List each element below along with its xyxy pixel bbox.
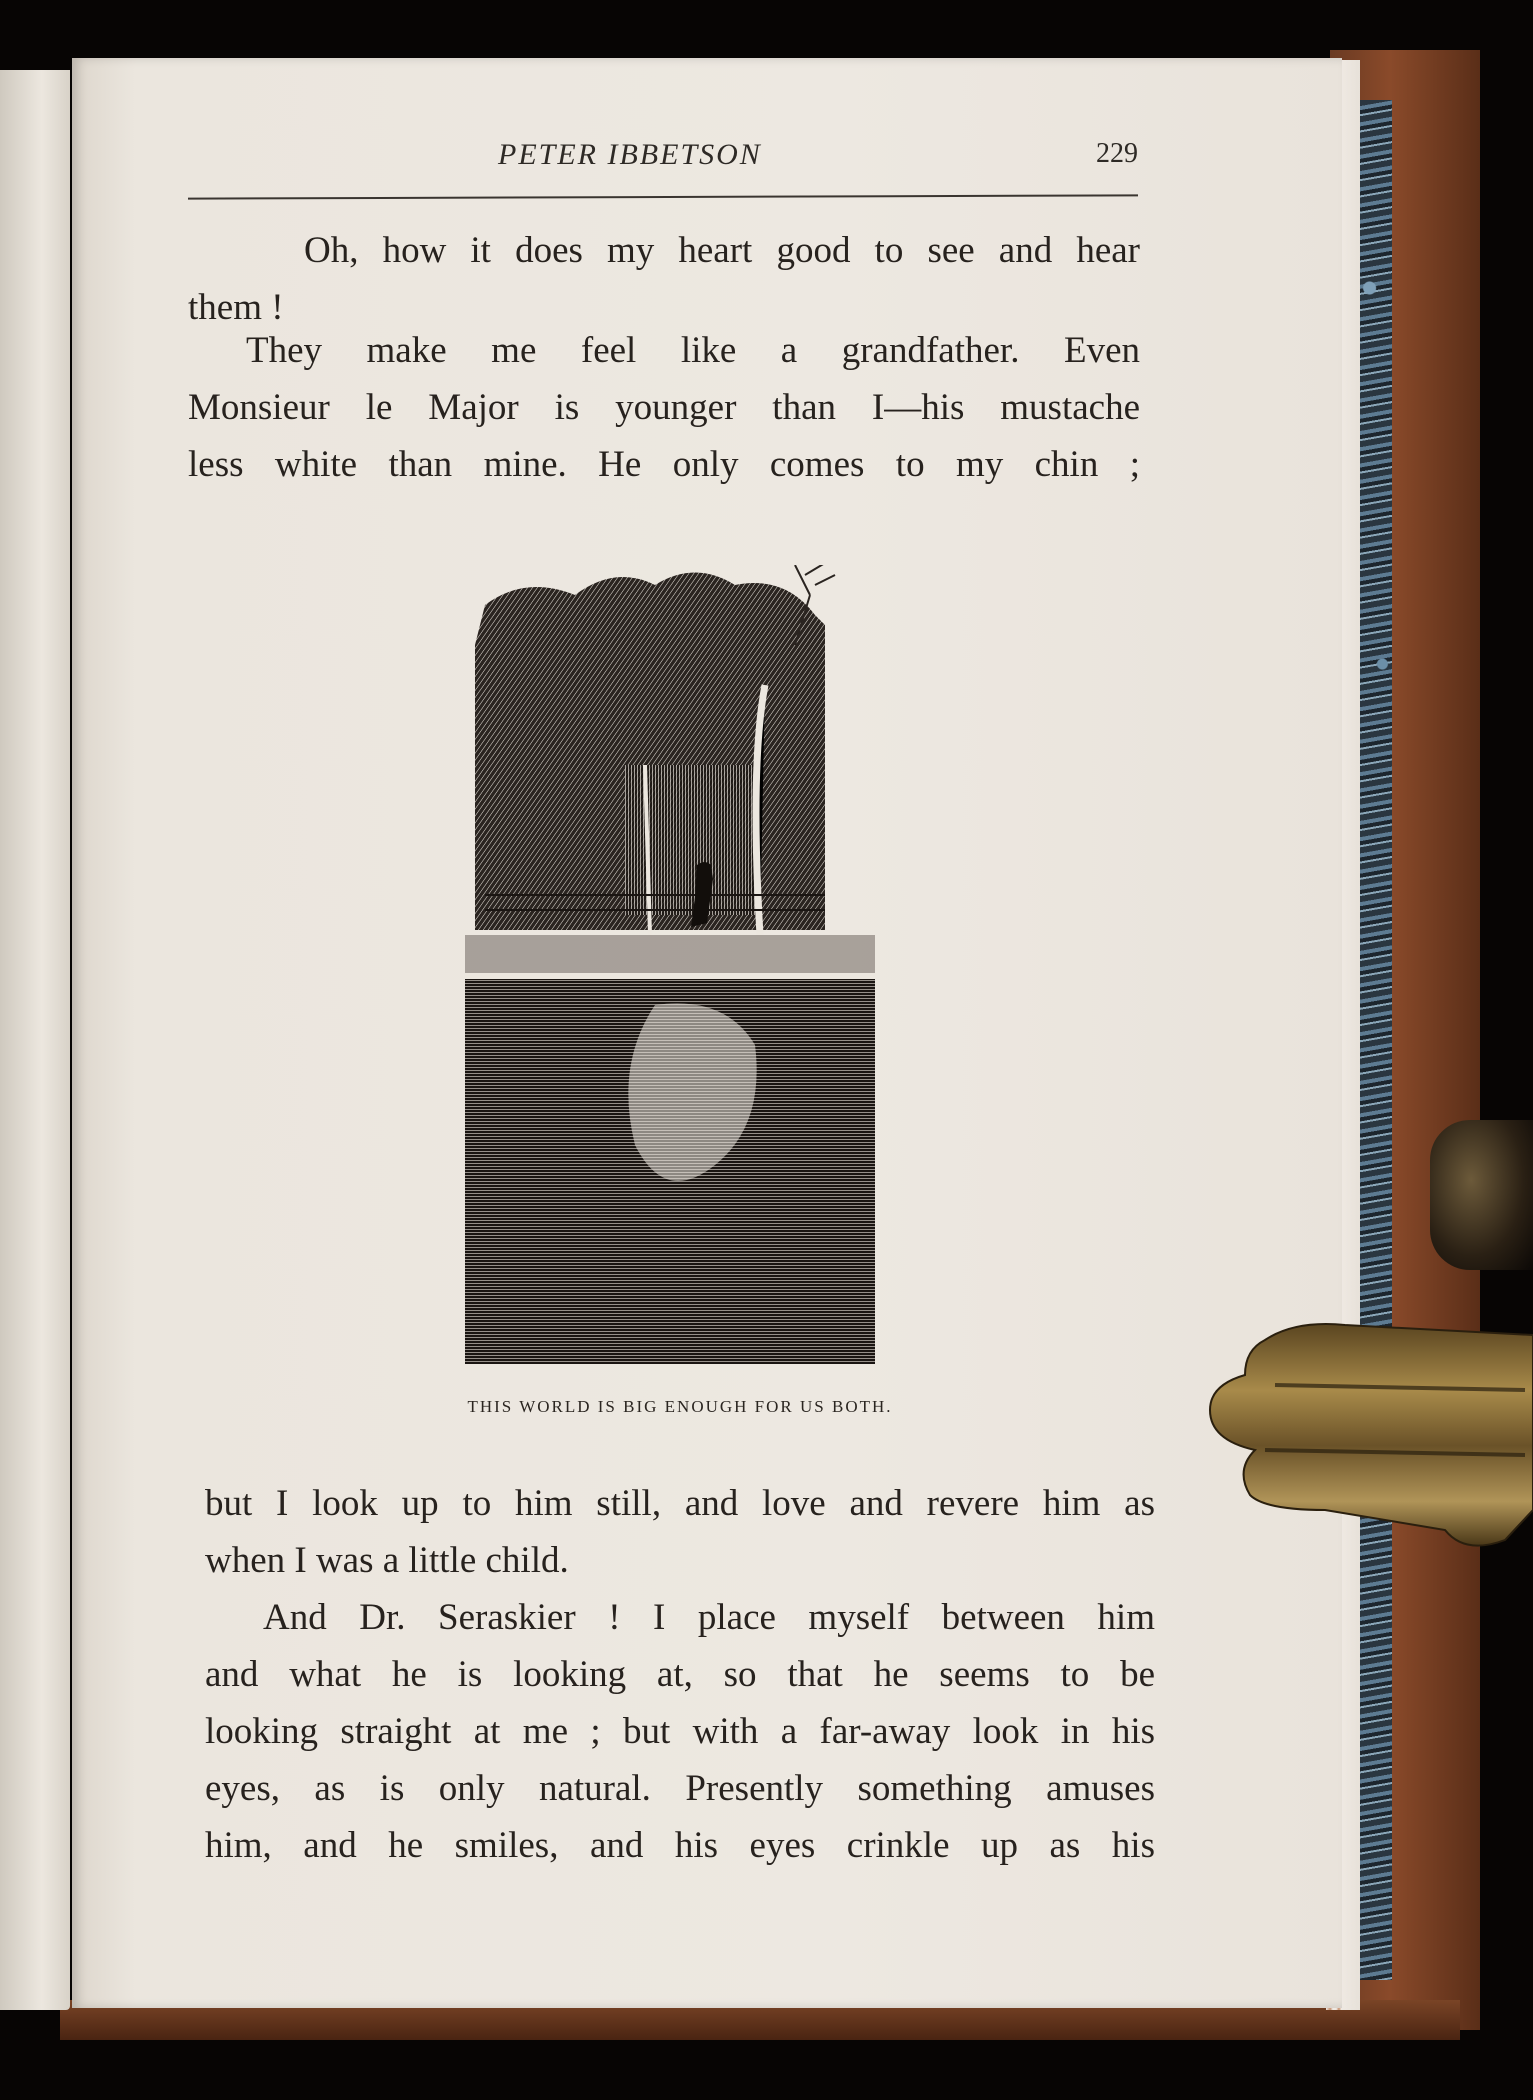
brass-clasp [1205, 1280, 1533, 1560]
text-line: less white than mine. He only comes to my chin ; [188, 444, 1140, 485]
left-page-edge [0, 70, 70, 2010]
text-block-top [188, 222, 1140, 493]
illustration-caption: THIS WORLD IS BIG ENOUGH FOR US BOTH. [467, 1397, 893, 1416]
text-line: And Dr. Seraskier ! I place myself between him [263, 1597, 1155, 1638]
text-line: him, and he smiles, and his eyes crinkle up as his [205, 1825, 1155, 1866]
clasp-hinge [1430, 1120, 1533, 1270]
text-line: They make me feel like a grandfather. Even [246, 330, 1140, 371]
running-head [188, 138, 1138, 178]
text-line: Oh, how it does my heart good to see and hear [304, 230, 1140, 271]
text-line: them ! [188, 287, 284, 328]
brass-clasp-icon [1205, 1280, 1533, 1560]
running-title: PETER IBBETSON [498, 138, 762, 171]
engraving-illustration [465, 565, 875, 1370]
text-line: and what he is looking at, so that he seems to be [205, 1654, 1155, 1695]
text-line: eyes, as is only natural. Presently something amuses [205, 1768, 1155, 1809]
text-block-bottom [205, 1475, 1155, 1874]
page-number: 229 [1096, 138, 1138, 169]
text-line: when I was a little child. [205, 1540, 569, 1581]
trees-pond-engraving-icon [465, 565, 875, 1370]
marbled-endpaper [1360, 100, 1392, 1980]
text-line: but I look up to him still, and love and revere him as [205, 1483, 1155, 1524]
text-line: looking straight at me ; but with a far-away look in his [205, 1711, 1155, 1752]
text-line: Monsieur le Major is younger than I—his mustache [188, 387, 1140, 428]
